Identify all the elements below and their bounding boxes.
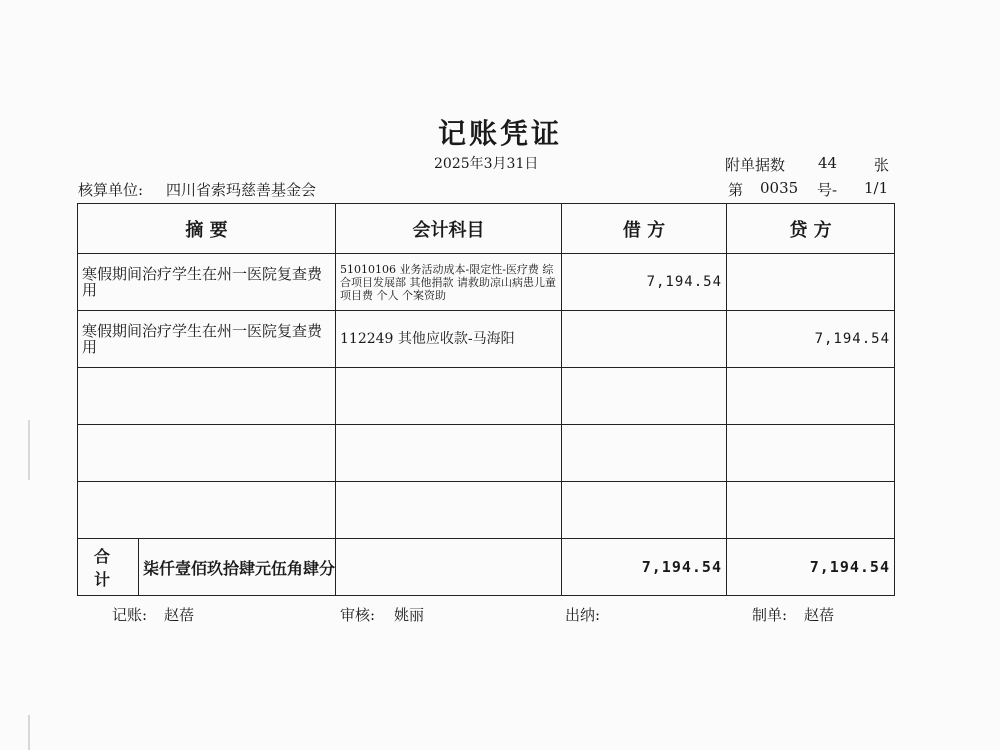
preparer-label: 制单: [752, 606, 788, 624]
number-prefix: 第 [728, 181, 744, 199]
total-credit: 7,194.54 [727, 539, 895, 596]
row-debit [562, 311, 727, 368]
page-indicator: 1/1 [864, 179, 889, 197]
bookkeeper-name: 赵蓓 [164, 606, 195, 624]
scan-artifact [28, 420, 30, 480]
table-row [78, 425, 895, 482]
table-header-row [78, 204, 895, 254]
voucher-title: 记账凭证 [437, 117, 562, 150]
attachments-count: 44 [818, 154, 838, 172]
row-summary: 寒假期间治疗学生在州一医院复查费用 [78, 254, 336, 311]
row-credit: 7,194.54 [727, 311, 895, 368]
attachments-label: 附单据数 [725, 156, 786, 174]
row-credit [727, 368, 895, 425]
total-cell [78, 539, 336, 596]
reviewer-label: 审核: [340, 606, 376, 624]
row-subject [336, 368, 562, 425]
unit-label: 核算单位: [78, 181, 144, 199]
unit-name: 四川省索玛慈善基金会 [166, 181, 317, 199]
total-row [78, 539, 895, 596]
row-summary: 寒假期间治疗学生在州一医院复查费用 [78, 311, 336, 368]
table-row [78, 311, 895, 368]
row-credit [727, 425, 895, 482]
voucher-date: 2025年3月31日 [434, 156, 539, 172]
scan-artifact [28, 715, 30, 750]
reviewer-name: 姚丽 [394, 606, 425, 624]
header-credit: 贷 方 [727, 204, 895, 254]
total-amount-in-words: 柒仟壹佰玖拾肆元伍角肆分 [142, 558, 335, 578]
cashier-label: 出纳: [565, 606, 601, 624]
row-debit: 7,194.54 [562, 254, 727, 311]
attachments-unit: 张 [874, 156, 890, 174]
voucher-number: 0035 [760, 179, 799, 197]
header-debit: 借 方 [562, 204, 727, 254]
table-row [78, 254, 895, 311]
bookkeeper-label: 记账: [112, 606, 148, 624]
row-summary [78, 482, 336, 539]
row-credit [727, 254, 895, 311]
table-row [78, 368, 895, 425]
row-summary [78, 368, 336, 425]
header-subject: 会计科目 [336, 204, 562, 254]
row-subject: 112249 其他应收款-马海阳 [336, 311, 562, 368]
total-label: 合 计 [78, 539, 139, 595]
row-debit [562, 482, 727, 539]
row-credit [727, 482, 895, 539]
header-summary: 摘 要 [78, 204, 336, 254]
row-subject [336, 482, 562, 539]
voucher-table [77, 203, 895, 596]
preparer-name: 赵蓓 [804, 606, 835, 624]
row-subject: 51010106 业务活动成本-限定性-医疗费 综合项目发展部 其他捐款 请救助凉山病患儿童 项目费 个人 个案资助 [336, 254, 562, 311]
row-summary [78, 425, 336, 482]
total-subject-cell [336, 539, 562, 596]
row-debit [562, 368, 727, 425]
row-subject [336, 425, 562, 482]
row-debit [562, 425, 727, 482]
total-debit: 7,194.54 [562, 539, 727, 596]
table-row [78, 482, 895, 539]
number-suffix: 号- [817, 181, 838, 199]
